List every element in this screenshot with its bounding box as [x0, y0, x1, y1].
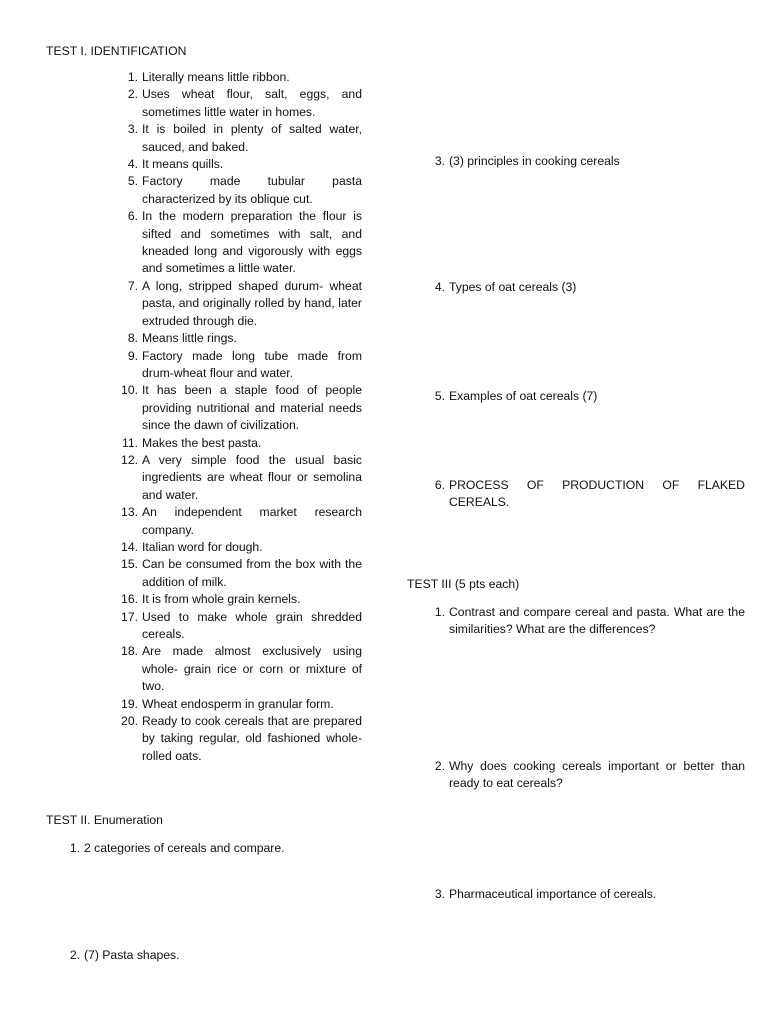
item-number: 1. — [127, 70, 138, 84]
list-item — [425, 279, 745, 296]
list-item — [118, 208, 362, 278]
item-text: (3) principles in cooking cereals — [449, 154, 620, 168]
list-item — [118, 452, 362, 504]
item-number: 14. — [121, 539, 138, 554]
item-text: It has been a staple food of people providing nutritional and material needs since the dawn of civilization. — [142, 383, 362, 433]
list-item — [118, 121, 362, 156]
item-number: 3. — [434, 154, 445, 168]
item-number: 7. — [127, 278, 138, 293]
item-number: 2. — [434, 759, 445, 773]
list-item — [60, 840, 384, 857]
list-item — [118, 609, 362, 644]
list-item — [118, 173, 362, 208]
list-item — [60, 947, 384, 964]
item-text: Wheat endosperm in granular form. — [142, 696, 334, 711]
list-item — [118, 330, 362, 347]
item-number: 2. — [127, 87, 138, 102]
item-text: Factory made long tube made from drum-wheat flour and water. — [142, 348, 362, 380]
list-item — [118, 504, 362, 539]
item-text: A long, stripped shaped durum- wheat pasta, and originally rolled by hand, later extruded through die. — [142, 278, 362, 328]
list-item — [425, 153, 745, 170]
list-item — [118, 278, 362, 330]
item-number: 1. — [434, 605, 445, 619]
item-text: It is from whole grain kernels. — [142, 592, 301, 607]
item-number: 3. — [434, 887, 445, 901]
item-text: Contrast and compare cereal and pasta. What are the similarities? What are the differences? — [449, 605, 745, 637]
item-number: 3. — [127, 122, 138, 137]
item-text: Why does cooking cereals important or better than ready to eat cereals? — [449, 759, 745, 791]
item-text: Pharmaceutical importance of cereals. — [449, 887, 657, 901]
item-number: 13. — [121, 505, 138, 520]
list-item — [118, 696, 362, 713]
item-text: Makes the best pasta. — [142, 435, 262, 450]
item-text: It is boiled in plenty of salted water, sauced, and baked. — [142, 122, 362, 154]
item-text: Factory made tubular pasta characterized by its oblique cut. — [142, 174, 362, 206]
item-text: Literally means little ribbon. — [142, 70, 290, 84]
item-number: 9. — [127, 348, 138, 363]
item-number: 6. — [127, 209, 138, 224]
item-number: 17. — [121, 609, 138, 624]
item-text: Ready to cook cereals that are prepared by taking regular, old fashioned whole- rolled oats. — [142, 714, 362, 763]
list-item — [425, 758, 745, 793]
list-item — [118, 156, 362, 173]
item-number: 15. — [121, 557, 138, 572]
item-text: An independent market research company. — [142, 505, 362, 537]
item-number: 18. — [121, 644, 138, 659]
item-text: In the modern preparation the flour is sifted and sometimes with salt, and kneaded long and vigorously with eggs and sometimes a little water. — [142, 209, 362, 276]
item-text: Can be consumed from the box with the addition of milk. — [142, 557, 362, 589]
item-number: 2. — [69, 948, 80, 962]
item-text: Examples of oat cereals (7) — [449, 389, 598, 403]
list-item — [118, 348, 362, 383]
item-number: 16. — [121, 592, 138, 607]
list-item — [118, 435, 362, 452]
list-item — [425, 388, 745, 405]
list-item — [118, 556, 362, 591]
item-text: Used to make whole grain shredded cereals. — [142, 609, 362, 641]
item-text: Italian word for dough. — [142, 539, 263, 554]
item-number: 4. — [127, 157, 138, 172]
list-item — [425, 604, 745, 639]
item-text: A very simple food the usual basic ingredients are wheat flour or semolina and water. — [142, 452, 362, 502]
item-text: Uses wheat flour, salt, eggs, and sometimes little water in homes. — [142, 87, 362, 119]
item-number: 11. — [121, 435, 138, 450]
item-number: 6. — [434, 478, 445, 492]
item-number: 5. — [127, 174, 138, 189]
item-number: 19. — [121, 696, 138, 711]
item-text: 2 categories of cereals and compare. — [84, 841, 285, 855]
list-item — [118, 382, 362, 434]
list-item — [118, 539, 362, 556]
item-text: Means little rings. — [142, 331, 237, 346]
test1-list — [118, 69, 362, 765]
list-item — [118, 713, 362, 765]
item-number: 20. — [121, 714, 138, 729]
item-number: 8. — [127, 331, 138, 346]
item-text: It means quills. — [142, 157, 224, 172]
list-item — [118, 86, 362, 121]
list-item — [118, 69, 362, 86]
item-text: (7) Pasta shapes. — [84, 948, 180, 962]
item-text: PROCESS OF PRODUCTION OF FLAKED CEREALS. — [449, 478, 745, 510]
item-number: 5. — [434, 389, 445, 403]
list-item — [425, 886, 745, 903]
item-text: Types of oat cereals (3) — [449, 280, 577, 294]
item-number: 12. — [121, 452, 138, 467]
item-text: Are made almost exclusively using whole- grain rice or corn or mixture of two. — [142, 644, 362, 694]
item-number: 1. — [69, 841, 80, 855]
item-number: 4. — [434, 280, 445, 294]
list-item — [118, 591, 362, 608]
test1-heading: TEST I. IDENTIFICATION — [46, 44, 187, 58]
list-item — [425, 477, 745, 512]
test3-heading: TEST III (5 pts each) — [407, 577, 520, 591]
test2-heading: TEST II. Enumeration — [46, 813, 163, 827]
list-item — [118, 643, 362, 695]
item-number: 10. — [121, 383, 138, 398]
